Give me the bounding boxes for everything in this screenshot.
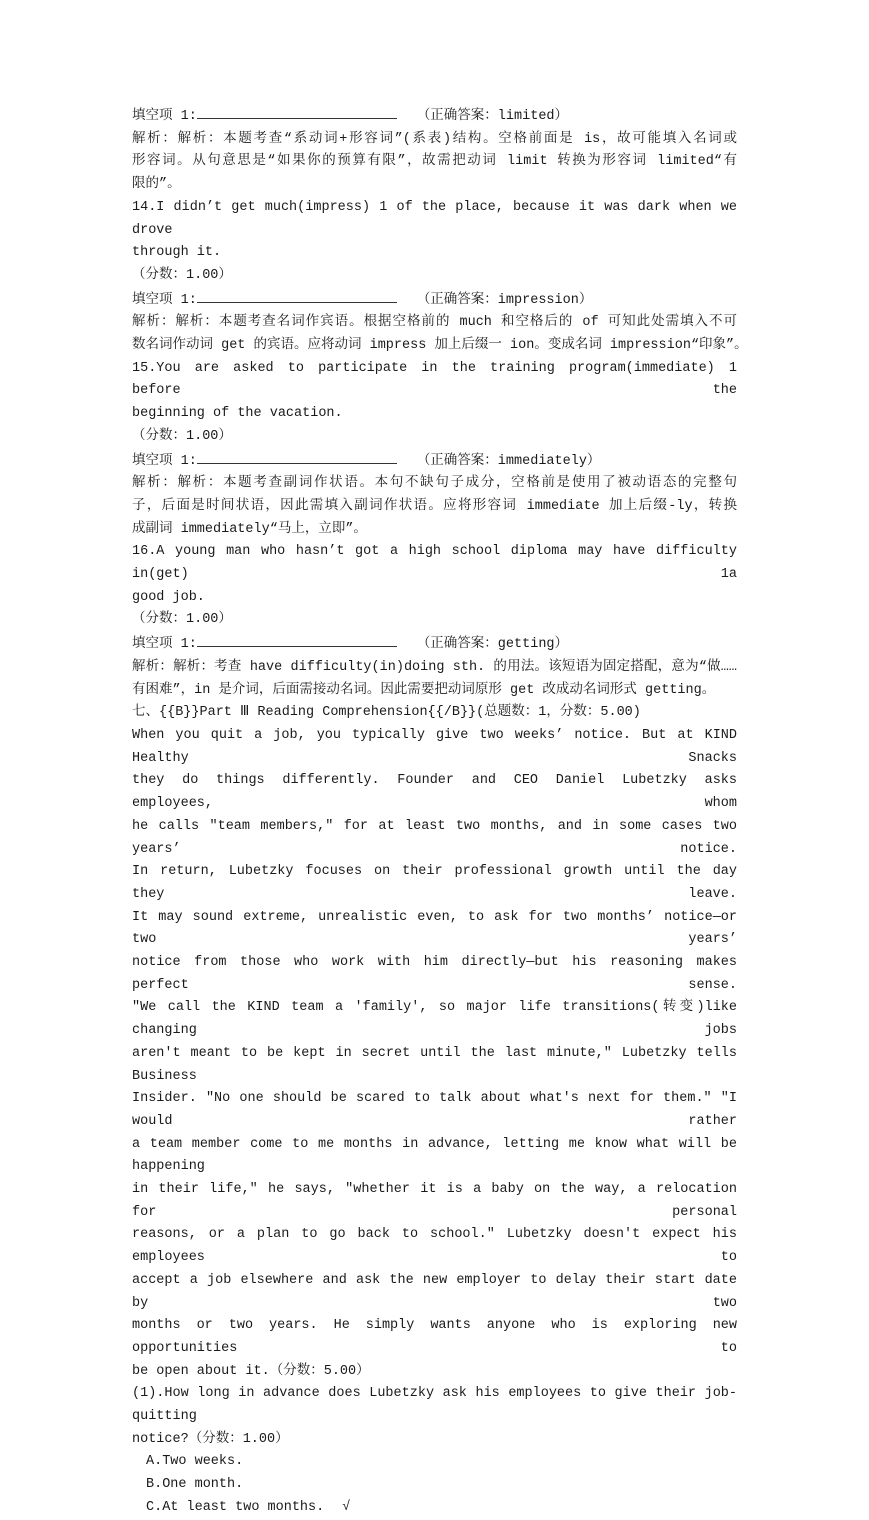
question-15: 15.You are asked to participate in the training program(immediate) 1 before the (132, 360, 737, 399)
blank-item-16: 填空项 1: （正确答案：getting） (132, 632, 737, 657)
passage-line: notice from those who work with him directly—but his reasoning makes perfect sense. (132, 955, 737, 993)
analysis-line: 解析：解析：本题考查名词作宾语。根据空格前的 much 和空格后的 of 可知此处需填入不可 (132, 315, 737, 331)
question-15-cont: beginning of the vacation. (132, 406, 343, 422)
passage-line: "We call the KIND team a 'family', so major life transitions(转变)like changing jobs (132, 1000, 737, 1039)
passage-line: Insider. "No one should be scared to talk about what's next for them." "I would rather (132, 1091, 737, 1129)
passage-line: he calls "team members," for at least two months, and in some cases two years’ notice. (132, 818, 737, 857)
passage-line: When you quit a job, you typically give two weeks’ notice. But at KIND Healthy Snacks (132, 727, 737, 766)
option-c[interactable] (132, 1497, 737, 1520)
section-heading: 七、{{B}}Part Ⅲ Reading Comprehension{{/B}}(总题数：1，分数：5.00) (132, 705, 641, 721)
blank-item-14: 填空项 1: （正确答案：impression） (132, 288, 737, 313)
analysis-line: 子，后面是时间状语，因此需填入副词作状语。应将形容词 immediate 加上后缀-ly，转换 (132, 498, 737, 514)
passage-line: in their life," he says, "whether it is a baby on the way, a relocation for personal (132, 1182, 737, 1220)
score-label: （分数：1.00） (132, 267, 232, 283)
option-a[interactable]: A.Two weeks. (146, 1454, 244, 1470)
answer-blank[interactable] (197, 288, 397, 303)
blank-item-1: 填空项 1: （正确答案：limited） (132, 104, 737, 129)
sub-question-1-cont: notice?（分数：1.00） (132, 1431, 289, 1447)
answer-blank[interactable] (197, 632, 397, 647)
answer-blank[interactable] (197, 449, 397, 464)
question-14-cont: through it. (132, 245, 222, 261)
analysis-line: 限的”。 (132, 177, 181, 193)
analysis-line: 形容词。从句意思是“如果你的预算有限”，故需把动词 limit 转换为形容词 limited“有 (132, 154, 737, 170)
passage-line: accept a job elsewhere and ask the new employer to delay their start date by two (132, 1272, 737, 1311)
sub-question-1: (1).How long in advance does Lubetzky ask his employees to give their job-quitting (132, 1386, 737, 1425)
passage-line: reasons, or a plan to go back to school." Lubetzky doesn't expect his employees to (132, 1227, 737, 1266)
blank-item-15: 填空项 1: （正确答案：immediately） (132, 449, 737, 474)
option-b[interactable]: B.One month. (146, 1477, 244, 1493)
question-16-cont: good job. (132, 589, 205, 605)
passage-line: It may sound extreme, unrealistic even, to ask for two months’ notice—or two years’ (132, 909, 737, 948)
analysis-line: 有困难”，in 是介词，后面需接动名词。因此需要把动词原形 get 改成动名词形式 getting。 (132, 682, 716, 698)
option-c-label: C.At least two months. (146, 1499, 325, 1515)
question-16: 16.A young man who hasn’t got a high school diploma may have difficulty in(get) 1a (132, 544, 737, 583)
question-14: 14.I didn’t get much(impress) 1 of the place, because it was dark when we drove (132, 199, 737, 238)
checkmark-icon: √ (342, 1499, 351, 1515)
analysis-line: 数名词作动词 get 的宾语。应将动词 impress 加上后缀一 ion。变成名词 impression“印象”。 (132, 338, 748, 354)
analysis-line: 解析：解析：考查 have difficulty(in)doing sth. 的用法。该短语为固定搭配，意为“做…… (132, 659, 737, 675)
passage-line: they do things differently. Founder and CEO Daniel Lubetzky asks employees, whom (132, 773, 737, 812)
analysis-line: 解析：解析：本题考查副词作状语。本句不缺句子成分，空格前是使用了被动语态的完整句 (132, 476, 737, 492)
passage-line: be open about it.（分数：5.00） (132, 1363, 370, 1379)
passage-line: months or two years. He simply wants anyone who is exploring new opportunities to (132, 1318, 737, 1356)
passage-line: aren't meant to be kept in secret until the last minute," Lubetzky tells Business (132, 1045, 737, 1084)
analysis-line: 成副词 immediately“马上，立即”。 (132, 521, 367, 537)
analysis-line: 解析：解析：本题考查“系动词+形容词”(系表)结构。空格前面是 is，故可能填入名词或 (132, 131, 737, 147)
answer-blank[interactable] (197, 104, 397, 119)
score-label: （分数：1.00） (132, 428, 232, 444)
passage-line: a team member come to me months in advance, letting me know what will be happening (132, 1136, 737, 1175)
score-label: （分数：1.00） (132, 612, 232, 628)
passage-line: In return, Lubetzky focuses on their professional growth until the day they leave. (132, 864, 737, 902)
